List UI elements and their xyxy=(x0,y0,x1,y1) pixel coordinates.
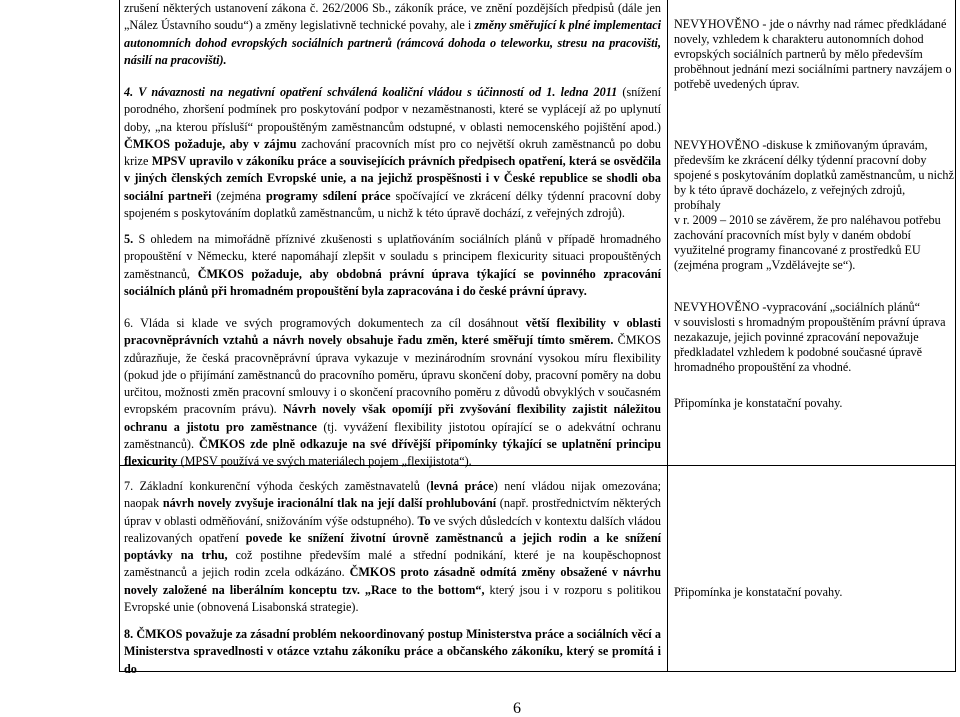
point-5-paragraph xyxy=(124,231,661,300)
text-run: (MPSV používá ve svých materiálech pojem „flexijistota“). xyxy=(177,454,472,469)
response-5-text: Připomínka je konstatační povahy. xyxy=(674,585,843,599)
point-8-paragraph xyxy=(124,626,661,678)
response-2-line: zachování pracovních míst byly v daném období xyxy=(674,228,911,242)
response-5 xyxy=(674,585,954,600)
text-run: MPSV upravilo v zákoníku práce a souvisejících právních předpisech opatření, která se osvědčila v jiných členských zemích Evropské unie, a na jejichž prospěšnosti i v České republice se shodli oba sociální partneři xyxy=(124,154,662,203)
response-3-line: předkladatel vzhledem k podobné současné úpravě xyxy=(674,345,923,359)
response-4 xyxy=(674,396,954,411)
text-run: (snížení porodného, zhoršení podmínek pro poskytování podpor v nezaměstnanosti, které se vyplácejí až po uplynutí doby, „na kterou přísluší“ propouštěným zaměstnancům odstupné, v oblasti nemocenského pojištění apod.) xyxy=(124,85,661,134)
response-1-line: evropských sociálních partnerů by mělo především xyxy=(674,47,923,61)
text-run: programy sdílení práce xyxy=(265,188,391,203)
text-run: návrh novely zvyšuje iracionální tlak na její další prohlubování xyxy=(162,496,497,511)
right-border xyxy=(955,0,956,672)
text-run: 4. V návaznosti na negativní opatření schválená koaliční vládou s účinností od 1. ledna 2011 xyxy=(124,85,618,99)
response-1-line: NEVYHOVĚNO - jde o návrhy nad rámec předkládané xyxy=(674,17,947,31)
page-number: 6 xyxy=(513,700,521,717)
text-run: (tj. vyvážení flexibility jistotou opírající se o adekvátní ochranu zaměstnanců). xyxy=(124,419,661,452)
text-run: zachování pracovních míst pro co největší okruh zaměstnanců po dobu krize xyxy=(124,136,661,169)
text-run: ) není vládou nijak omezována; naopak xyxy=(124,479,662,511)
text-run: větší flexibility v oblasti pracovněprávních vztahů a návrh novely obsahuje řadu změn, které směřují tímto směrem. xyxy=(124,316,662,348)
text-run: zrušení některých ustanovení zákona č. 262/2006 Sb., zákoník práce, ve znění pozdějších předpisů (dále jen „Nález Ústavního soudu“) a změny legislativně technické povahy, ale i xyxy=(124,1,661,33)
response-1-line: proběhnout jednání mezi sociálními partnery navzájem o xyxy=(674,62,952,76)
response-3 xyxy=(674,300,954,375)
response-2-line: NEVYHOVĚNO -diskuse k zmiňovaným úpravám, xyxy=(674,138,928,152)
text-run: levná práce xyxy=(430,479,494,493)
text-run: Návrh novely však opomíjí při zvyšování flexibility zajistit náležitou ochranu a jistotu pro zaměstnance xyxy=(124,402,661,434)
point-7-paragraph xyxy=(124,478,661,616)
response-3-line: v souvislosti s hromadným propouštěním právní úprava xyxy=(674,315,946,329)
text-run: (např. prostřednictvím některých úprav v oblasti odměňování, snižováním výše odstupného). xyxy=(124,496,661,528)
response-4-text: Připomínka je konstatační povahy. xyxy=(674,396,843,410)
response-1-line: novely, vzhledem k charakteru autonomních dohod xyxy=(674,32,924,46)
text-run: ČMKOS požaduje, aby v zájmu xyxy=(124,136,297,151)
point-6-paragraph xyxy=(124,315,661,471)
response-2-line: (zejména program „Vzdělávejte se“). xyxy=(674,258,856,272)
text-run: (zejména xyxy=(211,188,266,203)
text-run: ČMKOS zde plně odkazuje na své dřívější připomínky týkající se uplatnění principu flexicurity xyxy=(124,437,661,469)
text-run: změny směřující k plné implementaci autonomních dohod evropských sociálních partnerů (rámcová dohoda o teleworku, stresu na pracovišti, násilí na pracovišti). xyxy=(124,18,662,67)
text-run: To xyxy=(417,513,431,528)
text-run: ve svých důsledcích v kontextu dalších vládou realizovaných opatření xyxy=(124,513,661,545)
text-run: 6. Vláda si klade ve svých programových dokumentech za cíl dosáhnout xyxy=(124,316,526,330)
text-run: ČMKOS proto zásadně odmítá změny obsažené v návrhu novely založené na liberálním konceptu tzv. „Race to the bottom“, xyxy=(124,565,661,597)
left-border xyxy=(119,0,120,672)
text-run: 7. Základní konkurenční výhoda českých zaměstnavatelů ( xyxy=(124,479,431,493)
response-1 xyxy=(674,17,954,92)
point-4-paragraph xyxy=(124,84,661,222)
response-2-line: by k této úpravě docházelo, z veřejných zdrojů, probíhaly xyxy=(674,183,906,212)
text-run: povede ke snížení životní úrovně zaměstnanců a jejich rodin a ke snížení poptávky na trhu, xyxy=(124,530,661,563)
text-run: 5. xyxy=(124,232,134,246)
text-run: ČMKOS požaduje, aby obdobná právní úprava týkající se povinného zpracování sociálních plánů při hromadném propouštění byla zapracována i do české právní úpravy. xyxy=(124,266,662,298)
text-run: 8. ČMKOS považuje za zásadní problém nekoordinovaný postup Ministerstva práce a sociálních věcí a Ministerstva spravedlnosti v otázce vztahu zákoníku práce a občanského zákoníku, který se promítá i do xyxy=(124,627,661,676)
response-2-line: spojené s poskytováním doplatků zaměstnancům, u nichž xyxy=(674,168,954,182)
response-3-line: NEVYHOVĚNO -vypracování „sociálních plánů“ xyxy=(674,300,921,314)
text-run: což postihne především malé a střední podnikání, které je na koupěschopnost zaměstnanců a jejich rodin zcela odkázáno. xyxy=(124,548,661,580)
response-1-line: potřebě uvedených úprav. xyxy=(674,77,800,91)
response-2-line: využitelné programy financované z prostředků EU xyxy=(674,243,921,257)
text-run: který jsou i v rozporu s politikou Evropské unie (obnovená Lisabonská strategie). xyxy=(124,582,662,615)
column-divider xyxy=(667,0,668,672)
response-2 xyxy=(674,138,954,273)
response-3-line: hromadného propouštění za vhodné. xyxy=(674,360,852,374)
response-2-line: především ke zkrácení délky týdenní pracovní doby xyxy=(674,153,927,167)
text-run: ČMKOS zdůrazňuje, že česká pracovněprávní úprava vykazuje v mezinárodním srovnání vysokou míru flexibility (pokud jde o přijímání zaměstnanců do pracovního poměru, úpravu skončení doby, pracovní poměry na dobu určitou, možnosti změn pracovní smlouvy i o skončení pracovního poměru z důvodů obvyklých v současném evropském pracovním právu). xyxy=(124,333,661,417)
response-2-line: v r. 2009 – 2010 se závěrem, že pro naléhavou potřebu xyxy=(674,213,941,227)
text-run: S ohledem na mimořádně příznivé zkušenosti s uplatňováním sociálních plánů v případě hromadného propouštění v Německu, které napomáhají zlepšit v souladu s principem flexicurity situaci propouštěných zaměstnanců, xyxy=(124,232,661,281)
text-run: spočívající ve zkrácení délky týdenní pracovní doby spojeném s poskytováním doplatků zaměstnancům, u nichž k této úpravě dochází, z veřejných zdrojů). xyxy=(124,188,662,221)
response-3-line: nezakazuje, jejich povinné zpracování nepovažuje xyxy=(674,330,919,344)
intro-paragraph xyxy=(124,0,661,69)
